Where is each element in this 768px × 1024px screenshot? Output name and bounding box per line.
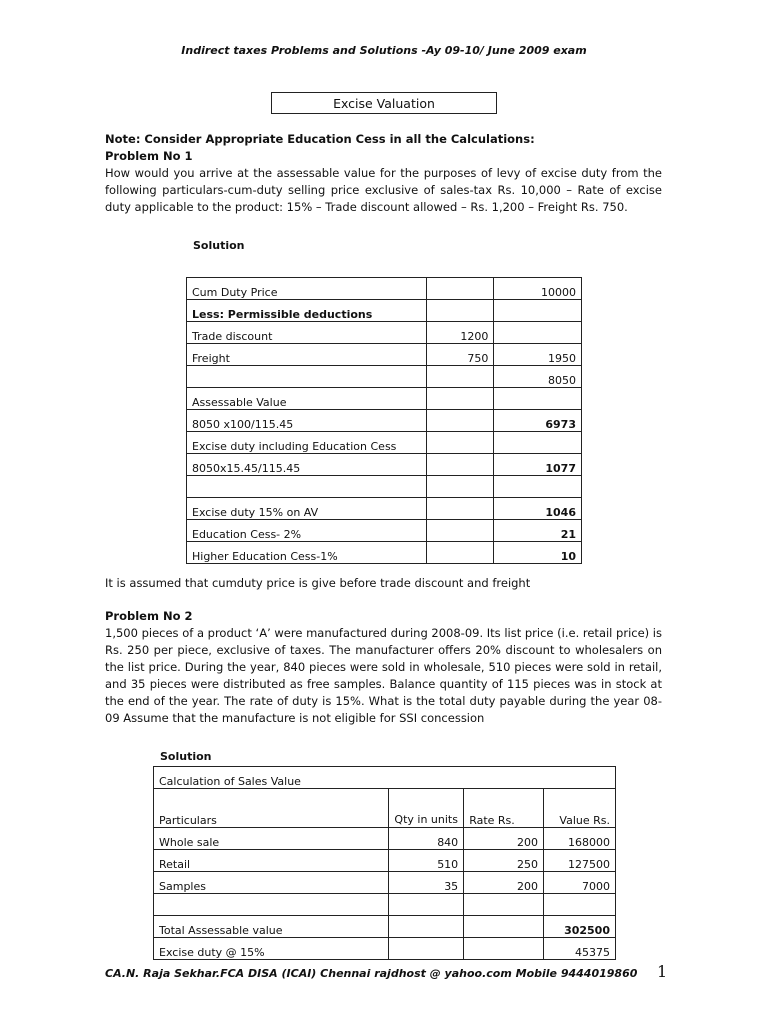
table-cell <box>426 498 494 520</box>
table-header-row <box>154 789 616 828</box>
table-cell <box>154 894 389 916</box>
table-cell: 8050x15.45/115.45 <box>187 454 427 476</box>
table-cell: 10 <box>494 542 582 564</box>
table-cell <box>426 300 494 322</box>
table-cell <box>464 916 544 938</box>
table-row <box>187 344 582 366</box>
page-header: Indirect taxes Problems and Solutions -Ay 09-10/ June 2009 exam <box>181 44 587 57</box>
table-cell: 1046 <box>494 498 582 520</box>
table-cell <box>494 300 582 322</box>
problem-2-text: 1,500 pieces of a product ‘A’ were manufactured during 2008-09. Its list price (i.e. retail price) is Rs. 250 per piece, exclusive of taxes. The manufacturer offers 20% discount to wholesalers on the list price. During the year, 840 pieces were sold in wholesale, 510 pieces were sold in retail, and 35 pieces were distributed as free samples. Balance quantity of 115 pieces was in stock at the end of the year. The rate of duty is 15%. What is the total duty payable during the year 08-09 Assume that the manufacture is not eligible for SSI concession <box>105 626 662 725</box>
page-number: 1 <box>657 962 668 981</box>
table-cell: Samples <box>154 872 389 894</box>
table-row <box>154 767 616 789</box>
table-cell: Excise duty @ 15% <box>154 938 389 960</box>
table-cell: 8050 <box>494 366 582 388</box>
table-cell <box>544 894 616 916</box>
table-cell: 510 <box>389 850 464 872</box>
table-cell: Trade discount <box>187 322 427 344</box>
table-cell: Excise duty including Education Cess <box>187 432 427 454</box>
table-cell <box>426 542 494 564</box>
table-cell: 302500 <box>544 916 616 938</box>
table-row <box>187 454 582 476</box>
table-cell <box>426 476 494 498</box>
problem-2-solution-label: Solution <box>160 750 212 763</box>
table-cell: 200 <box>464 872 544 894</box>
page-footer: CA.N. Raja Sekhar.FCA DISA (ICAI) Chennai rajdhost @ yahoo.com Mobile 9444019860 <box>105 967 638 980</box>
column-header: Particulars <box>154 789 389 828</box>
table-cell: Excise duty 15% on AV <box>187 498 427 520</box>
table-row <box>187 520 582 542</box>
table-cell <box>426 366 494 388</box>
table-cell: 35 <box>389 872 464 894</box>
table-cell: Whole sale <box>154 828 389 850</box>
table-row <box>187 366 582 388</box>
table-cell: 1950 <box>494 344 582 366</box>
column-header: Qty in units <box>389 789 464 828</box>
table-row <box>187 388 582 410</box>
table-row <box>154 916 616 938</box>
table-cell: Cum Duty Price <box>187 278 427 300</box>
table-cell: 6973 <box>494 410 582 432</box>
table-cell: 127500 <box>544 850 616 872</box>
table-row <box>154 872 616 894</box>
table-cell: Assessable Value <box>187 388 427 410</box>
table-cell <box>187 366 427 388</box>
table-cell: Less: Permissible deductions <box>187 300 427 322</box>
table-row <box>187 476 582 498</box>
table-cell <box>464 938 544 960</box>
table-cell: Total Assessable value <box>154 916 389 938</box>
table-row <box>187 300 582 322</box>
table-cell <box>426 520 494 542</box>
problem-2-label: Problem No 2 <box>105 609 193 623</box>
column-header: Value Rs. <box>544 789 616 828</box>
table-cell <box>389 916 464 938</box>
table-cell: 21 <box>494 520 582 542</box>
table-cell: 750 <box>426 344 494 366</box>
table-cell <box>494 388 582 410</box>
table-cell <box>389 938 464 960</box>
table-row <box>187 498 582 520</box>
table-cell <box>494 476 582 498</box>
table-cell <box>426 388 494 410</box>
problem-1-solution-label: Solution <box>193 239 245 252</box>
table-cell <box>426 278 494 300</box>
table-cell: 1200 <box>426 322 494 344</box>
table-cell: 45375 <box>544 938 616 960</box>
table-cell: 168000 <box>544 828 616 850</box>
table-row <box>187 410 582 432</box>
table-row <box>187 542 582 564</box>
table-row <box>154 828 616 850</box>
problem-1-text: How would you arrive at the assessable value for the purposes of levy of excise duty from the following particulars-cum-duty selling price exclusive of sales-tax Rs. 10,000 – Rate of excise duty applicable to the product: 15% – Trade discount allowed – Rs. 1,200 – Freight Rs. 750. <box>105 166 662 214</box>
table-cell: 8050 x100/115.45 <box>187 410 427 432</box>
table-cell: Retail <box>154 850 389 872</box>
problem-2-table <box>153 766 616 960</box>
table-cell: 1077 <box>494 454 582 476</box>
table-cell <box>426 432 494 454</box>
problem-1-table <box>186 277 582 564</box>
table-cell: Education Cess- 2% <box>187 520 427 542</box>
table-cell <box>389 894 464 916</box>
table-cell <box>426 410 494 432</box>
column-header: Rate Rs. <box>464 789 544 828</box>
table-cell <box>494 322 582 344</box>
table-row <box>187 322 582 344</box>
assumption-note: It is assumed that cumduty price is give before trade discount and freight <box>105 576 531 590</box>
note: Note: Consider Appropriate Education Cess in all the Calculations: <box>105 132 535 146</box>
problem-1-label: Problem No 1 <box>105 149 193 163</box>
table-cell: Higher Education Cess-1% <box>187 542 427 564</box>
table-row <box>154 938 616 960</box>
table-cell: 10000 <box>494 278 582 300</box>
table-row <box>187 278 582 300</box>
table-caption: Calculation of Sales Value <box>154 767 616 789</box>
table-cell <box>494 432 582 454</box>
table-row <box>154 894 616 916</box>
table-cell <box>426 454 494 476</box>
page-title: Excise Valuation <box>271 92 497 114</box>
table-row <box>187 432 582 454</box>
table-cell <box>187 476 427 498</box>
table-row <box>154 850 616 872</box>
table-cell: Freight <box>187 344 427 366</box>
table-cell: 7000 <box>544 872 616 894</box>
table-cell: 200 <box>464 828 544 850</box>
table-cell: 250 <box>464 850 544 872</box>
table-cell <box>464 894 544 916</box>
table-cell: 840 <box>389 828 464 850</box>
